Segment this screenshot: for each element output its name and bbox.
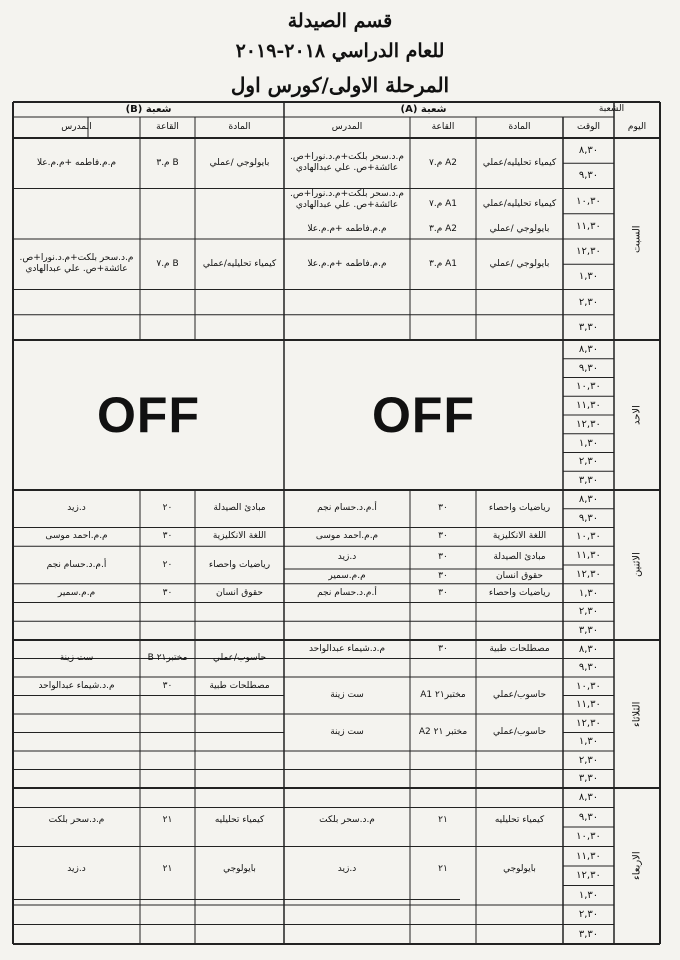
mon-b3-subject: رياضيات واحصاء [208,559,271,570]
tue-b1-subject: حاسوب/عملي [212,653,267,663]
mon-a1-teacher: أ.م.د.حسام نجم [317,503,377,514]
time-slot-tue-4: ١١,٣٠ [576,699,601,711]
time-slot-sun-8: ٣,٣٠ [578,475,599,487]
time-slot-sun-2: ٩,٣٠ [578,362,599,374]
mon-b3-teacher: أ.م.د.حسام نجم [46,559,107,570]
time-slot-wed-3: ١٠,٣٠ [576,831,601,843]
sat-b2-teacher: م.د.سحر بلكت+م.د.نورا+ص. عائشة+ص. علي عبدالهادي [19,253,134,275]
time-slot-sun-7: ٢,٣٠ [578,456,599,468]
mon-a2-teacher: م.م.احمد موسى [315,531,379,542]
mon-b2-hall: ٣٠ [162,531,173,542]
b-hall-header: القاعة [156,122,179,132]
mon-a1-subject: رياضيات واحصاء [488,503,551,514]
time-slot-sat-4: ١١,٣٠ [576,220,601,232]
wed-b1-teacher: م.د.سحر بلكت [48,814,105,825]
a-teacher-header: المدرس [331,122,363,132]
time-slot-mon-2: ٩,٣٠ [578,512,599,524]
time-slot-sat-1: ٨,٣٠ [578,145,599,157]
tue-b1-teacher: ست زينة [59,653,94,663]
time-slot-tue-5: ١٢,٣٠ [576,717,601,729]
time-slot-tue-1: ٨,٣٠ [578,643,599,655]
mon-b4-hall: ٣٠ [162,587,173,598]
tue-b1-hall: مختبر٢١ B [147,653,188,663]
time-slot-sun-5: ١٢,٣٠ [576,418,601,430]
time-slot-mon-8: ٣,٣٠ [578,625,599,637]
sat-b1-hall: B م.٣ [156,157,179,168]
time-slot-tue-3: ١٠,٣٠ [576,680,601,692]
time-slot-tue-2: ٩,٣٠ [578,662,599,674]
mon-b4-subject: حقوق انسان [216,587,263,598]
mon-a4-hall: ٣٠ [438,570,448,581]
off-label-b: OFF [97,386,200,443]
time-slot-mon-1: ٨,٣٠ [578,493,599,505]
academic-year: للعام الدراسي ٢٠١٨-٢٠١٩ [235,40,445,62]
sat-a3-hall: A2 م.٣ [428,223,458,234]
tue-b2-teacher: م.د.شيماء عبدالواحد [38,680,115,691]
time-slot-mon-4: ١١,٣٠ [576,550,601,562]
section-a-header: شعبة (A) [400,104,447,115]
sat-b1-subject: بايولوجي /عملي [209,157,270,168]
tue-a2-subject: حاسوب/عملي [492,690,547,700]
wed-b2-teacher: د.زيد [67,863,86,874]
mon-a5-teacher: أ.م.د.حسام نجم [317,587,377,598]
mon-b2-subject: اللغة الانكليزية [212,531,267,542]
mon-a5-subject: رياضيات واحصاء [488,587,551,598]
sat-a1-teacher: م.د.سحر بلكت+م.د.نورا+ص. عائشة+ص. علي عبدالهادي [290,152,404,174]
sat-a2-subject: كيمياء تحليليه/عملي [482,198,557,209]
mon-a1-hall: ٣٠ [438,503,448,514]
mon-b1-teacher: د.زيد [67,503,86,514]
mon-a4-subject: حقوق انسان [496,570,543,581]
department-title: قسم الصيدلة [287,10,393,32]
mon-a5-hall: ٣٠ [438,587,448,598]
sat-a2-teacher: م.د.سحر بلكت+م.د.نورا+ص. عائشة+ص. علي عبدالهادي [290,188,404,210]
mon-a4-teacher: م.م.سمير [328,570,366,581]
mon-b1-subject: مبادئ الصيدلة [213,503,266,514]
day-label-sat: السبت [631,225,643,253]
mon-a2-hall: ٣٠ [438,531,448,542]
mon-a2-subject: اللغة الانكليزية [492,531,547,542]
tue-a3-hall: مختبر ٢١ A2 [418,727,468,737]
wed-a2-subject: بايولوجي [503,863,536,874]
tue-b2-hall: ٣٠ [162,680,173,691]
mon-b3-hall: ٢٠ [162,559,173,570]
time-slot-sat-7: ٢,٣٠ [578,296,599,308]
mon-a3-subject: مبادئ الصيدلة [493,552,546,563]
time-slot-sat-5: ١٢,٣٠ [576,246,601,258]
wed-b2-subject: بايولوجي [223,863,256,874]
time-slot-wed-4: ١١,٣٠ [576,850,601,862]
shoba-header: الشعبة [598,104,625,114]
tue-a1-subject: مصطلحات طبية [489,643,550,654]
tue-b2-subject: مصطلحات طبية [209,680,270,691]
sat-b2-hall: B م.٧ [156,258,179,269]
off-label-a: OFF [372,386,475,443]
time-slot-wed-1: ٨,٣٠ [578,792,599,804]
time-slot-sat-6: ١,٣٠ [578,271,599,283]
sat-a3-teacher: م.م.فاطمه +م.م.علا [307,223,387,234]
day-label-mon: الاثنين [631,552,643,578]
time-slot-mon-7: ٢,٣٠ [578,606,599,618]
mon-a3-teacher: د.زيد [337,552,357,563]
wed-b1-subject: كيمياء تحليليه [214,814,265,825]
time-slot-sun-1: ٨,٣٠ [578,343,599,355]
sat-b1-teacher: م.م.فاطمه +م.م.علا [36,157,117,168]
wed-a1-hall: ٢١ [438,814,448,825]
time-slot-wed-8: ٣,٣٠ [578,928,599,940]
section-b-header: شعبة (B) [125,104,172,115]
wed-a2-teacher: د.زيد [337,863,357,874]
mon-b4-teacher: م.م.سمير [57,587,96,598]
tue-a3-teacher: ست زينة [330,727,364,737]
b-teacher-header: المدرس [61,122,92,132]
time-header: الوقت [576,122,601,132]
time-slot-mon-5: ١٢,٣٠ [576,568,601,580]
day-label-sun: الاحد [631,405,643,425]
time-slot-tue-8: ٣,٣٠ [578,773,599,785]
mon-b2-teacher: م.م.احمد موسى [45,531,108,542]
wed-a2-hall: ٢١ [438,863,448,874]
sat-a4-teacher: م.م.فاطمه +م.م.علا [307,258,387,269]
time-slot-tue-6: ١,٣٠ [578,736,599,748]
sat-a1-hall: A2 م.٧ [428,157,458,168]
day-label-wed: الاربعاء [631,851,643,881]
wed-a1-subject: كيمياء تحليليه [494,814,545,825]
sat-a1-subject: كيمياء تحليليه/عملي [482,157,557,168]
tue-a1-hall: ٣٠ [438,643,448,654]
time-slot-sat-8: ٣,٣٠ [578,321,599,333]
time-slot-wed-7: ٢,٣٠ [578,909,599,921]
tue-a3-subject: حاسوب/عملي [492,727,547,737]
sat-a4-subject: بايولوجي /عملي [489,258,550,269]
wed-a1-teacher: م.د.سحر بلكت [319,814,375,825]
time-slot-mon-3: ١٠,٣٠ [576,531,601,543]
time-slot-wed-5: ١٢,٣٠ [576,870,601,882]
day-header: اليوم [627,122,647,132]
a-subject-header: المادة [508,122,531,132]
a-hall-header: القاعة [431,122,455,132]
time-slot-sun-3: ١٠,٣٠ [576,381,601,393]
sat-a2-hall: A1 م.٧ [428,198,458,209]
tue-a2-hall: مختبر٢١ A1 [420,690,466,700]
sat-a4-hall: A1 م.٣ [428,258,458,269]
mon-b1-hall: ٢٠ [162,503,173,514]
time-slot-wed-6: ١,٣٠ [578,889,599,901]
time-slot-sat-2: ٩,٣٠ [578,170,599,182]
wed-b2-hall: ٢١ [162,863,173,874]
b-subject-header: المادة [228,122,251,132]
time-slot-sun-6: ١,٣٠ [578,437,599,449]
stage-title: المرحلة الاولى/كورس اول [230,73,450,97]
time-slot-mon-6: ١,٣٠ [578,587,599,599]
day-label-tue: الثلاثاء [631,701,643,727]
sat-a3-subject: بايولوجي /عملي [489,223,550,234]
tue-a2-teacher: ست زينة [330,690,364,700]
time-slot-sun-4: ١١,٣٠ [576,400,601,412]
time-slot-sat-3: ١٠,٣٠ [576,195,601,207]
sat-b2-subject: كيمياء تحليليه/عملي [202,258,277,269]
time-slot-tue-7: ٢,٣٠ [578,754,599,766]
mon-a3-hall: ٣٠ [438,552,448,563]
wed-b1-hall: ٢١ [162,814,173,825]
time-slot-wed-2: ٩,٣٠ [578,811,599,823]
tue-a1-teacher: م.د.شيماء عبدالواحد [308,643,386,654]
